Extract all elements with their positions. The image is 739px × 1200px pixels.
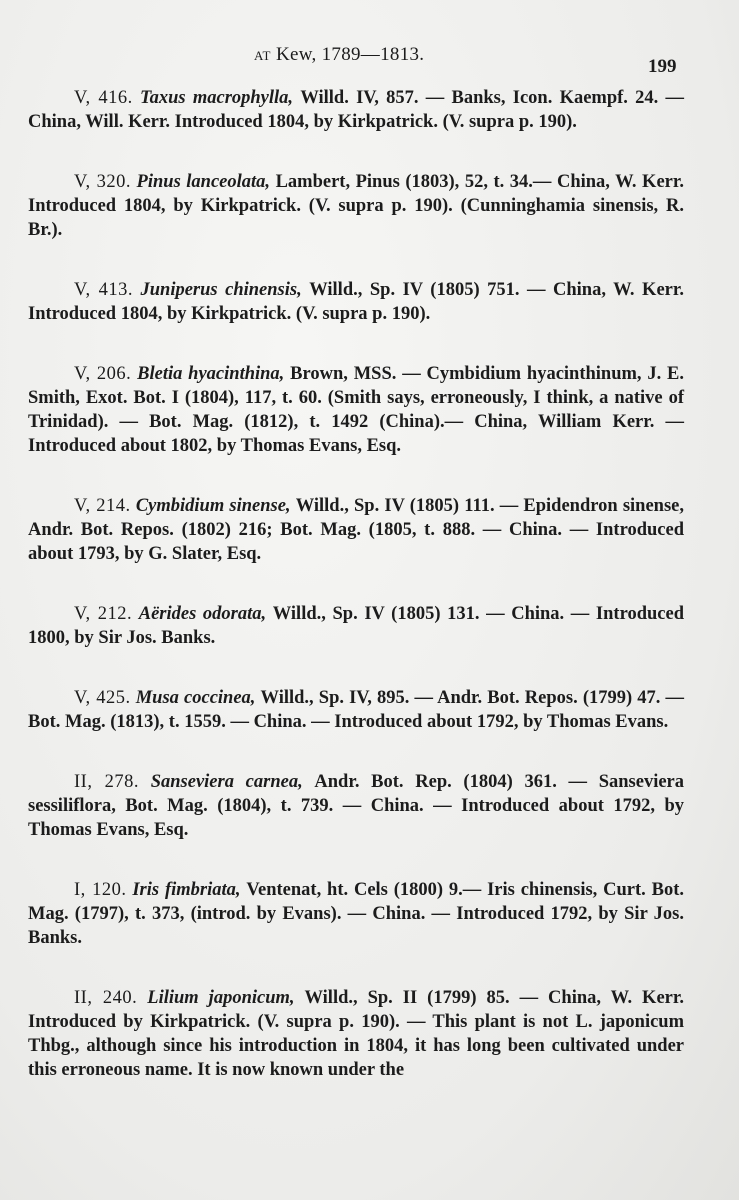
entry xyxy=(28,602,684,650)
entry-text: Willd., Sp. IV (1805) 131. — China. — Introduced 1800, by Sir Jos. Banks. xyxy=(28,604,684,648)
entry xyxy=(28,278,684,326)
entry-text: Willd., Sp. IV (1805) 751. — China, W. Kerr. Introduced 1804, by Kirkpatrick. (V. supra p. 190). xyxy=(28,280,685,324)
entry-species: Musa coccinea, xyxy=(135,688,256,708)
entry xyxy=(28,686,684,734)
entry xyxy=(28,362,684,458)
entry xyxy=(28,494,684,566)
running-head xyxy=(254,44,424,66)
entry-ref: II, 278. xyxy=(74,772,140,792)
entry-text: Willd., Sp. IV (1805) 111. — Epidendron sinense, Andr. Bot. Repos. (1802) 216; Bot. Mag. (1805, t. 888. — China. — Introduced about 1793, by G. Slater, Esq. xyxy=(28,496,684,564)
entry-species: Pinus lanceolata, xyxy=(136,172,271,192)
page-header xyxy=(0,44,739,77)
entry-text: Willd., Sp. II (1799) 85. — China, W. Kerr. Introduced by Kirkpatrick. (V. supra p. 190). — This plant is not L. japonicum Thbg., although since his introduction in 1804, it has long been cultivated under this erroneous name. It is now known under the xyxy=(28,988,685,1080)
running-head-prefix: AT xyxy=(254,48,271,63)
entry-ref: I, 120. xyxy=(74,880,127,900)
entry-ref: V, 320. xyxy=(74,172,132,192)
entry-text: Lambert, Pinus (1803), 52, t. 34.— China, W. Kerr. Introduced 1804, by Kirkpatrick. (V. supra p. 190). (Cunninghamia sinensis, R. Br.). xyxy=(28,172,685,240)
entry-text: Ventenat, ht. Cels (1800) 9.— Iris chinensis, Curt. Bot. Mag. (1797), t. 373, (introd. by Evans). — China. — Introduced 1792, by Sir Jos. Banks. xyxy=(28,880,684,948)
entry-species: Bletia hyacinthina, xyxy=(137,364,285,384)
entry-list xyxy=(28,86,684,1118)
entry-species: Taxus macrophylla, xyxy=(140,88,294,108)
entry-species: Juniperus chinensis, xyxy=(140,280,302,300)
page-number: 199 xyxy=(648,56,677,77)
entry-text: Willd., Sp. IV, 895. — Andr. Bot. Repos. (1799) 47. — Bot. Mag. (1813), t. 1559. — China. — Introduced about 1792, by Thomas Evans. xyxy=(28,688,685,732)
running-head-title: Kew, 1789—1813. xyxy=(275,44,425,65)
entry xyxy=(28,170,684,242)
entry-text: Willd. IV, 857. — Banks, Icon. Kaempf. 24. — China, Will. Kerr. Introduced 1804, by Kirkpatrick. (V. supra p. 190). xyxy=(28,88,685,132)
entry-ref: V, 416. xyxy=(74,88,133,108)
entry-ref: V, 413. xyxy=(74,280,133,300)
entry-species: Sanseviera carnea, xyxy=(150,772,303,792)
entry-text: Brown, MSS. — Cymbidium hyacinthinum, J. E. Smith, Exot. Bot. I (1804), 117, t. 60. (Smith says, erroneously, I think, a native of Trinidad). — Bot. Mag. (1812), t. 1492 (China).— China, William Kerr. — Introduced about 1802, by Thomas Evans, Esq. xyxy=(28,364,685,456)
entry-ref: II, 240. xyxy=(74,988,138,1008)
entry-species: Aërides odorata, xyxy=(138,604,267,624)
entry-species: Cymbidium sinense, xyxy=(135,496,291,516)
entry-species: Iris fimbriata, xyxy=(132,880,241,900)
entry xyxy=(28,986,684,1082)
entry-ref: V, 214. xyxy=(74,496,131,516)
entry-ref: V, 425. xyxy=(74,688,131,708)
entry-text: Andr. Bot. Rep. (1804) 361. — Sanseviera sessiliflora, Bot. Mag. (1804), t. 739. — China. — Introduced about 1792, by Thomas Evans, Esq. xyxy=(28,772,685,840)
entry-ref: V, 212. xyxy=(74,604,133,624)
entry xyxy=(28,86,684,134)
entry xyxy=(28,770,684,842)
entry-ref: V, 206. xyxy=(74,364,132,384)
entry xyxy=(28,878,684,950)
entry-species: Lilium japonicum, xyxy=(147,988,295,1008)
